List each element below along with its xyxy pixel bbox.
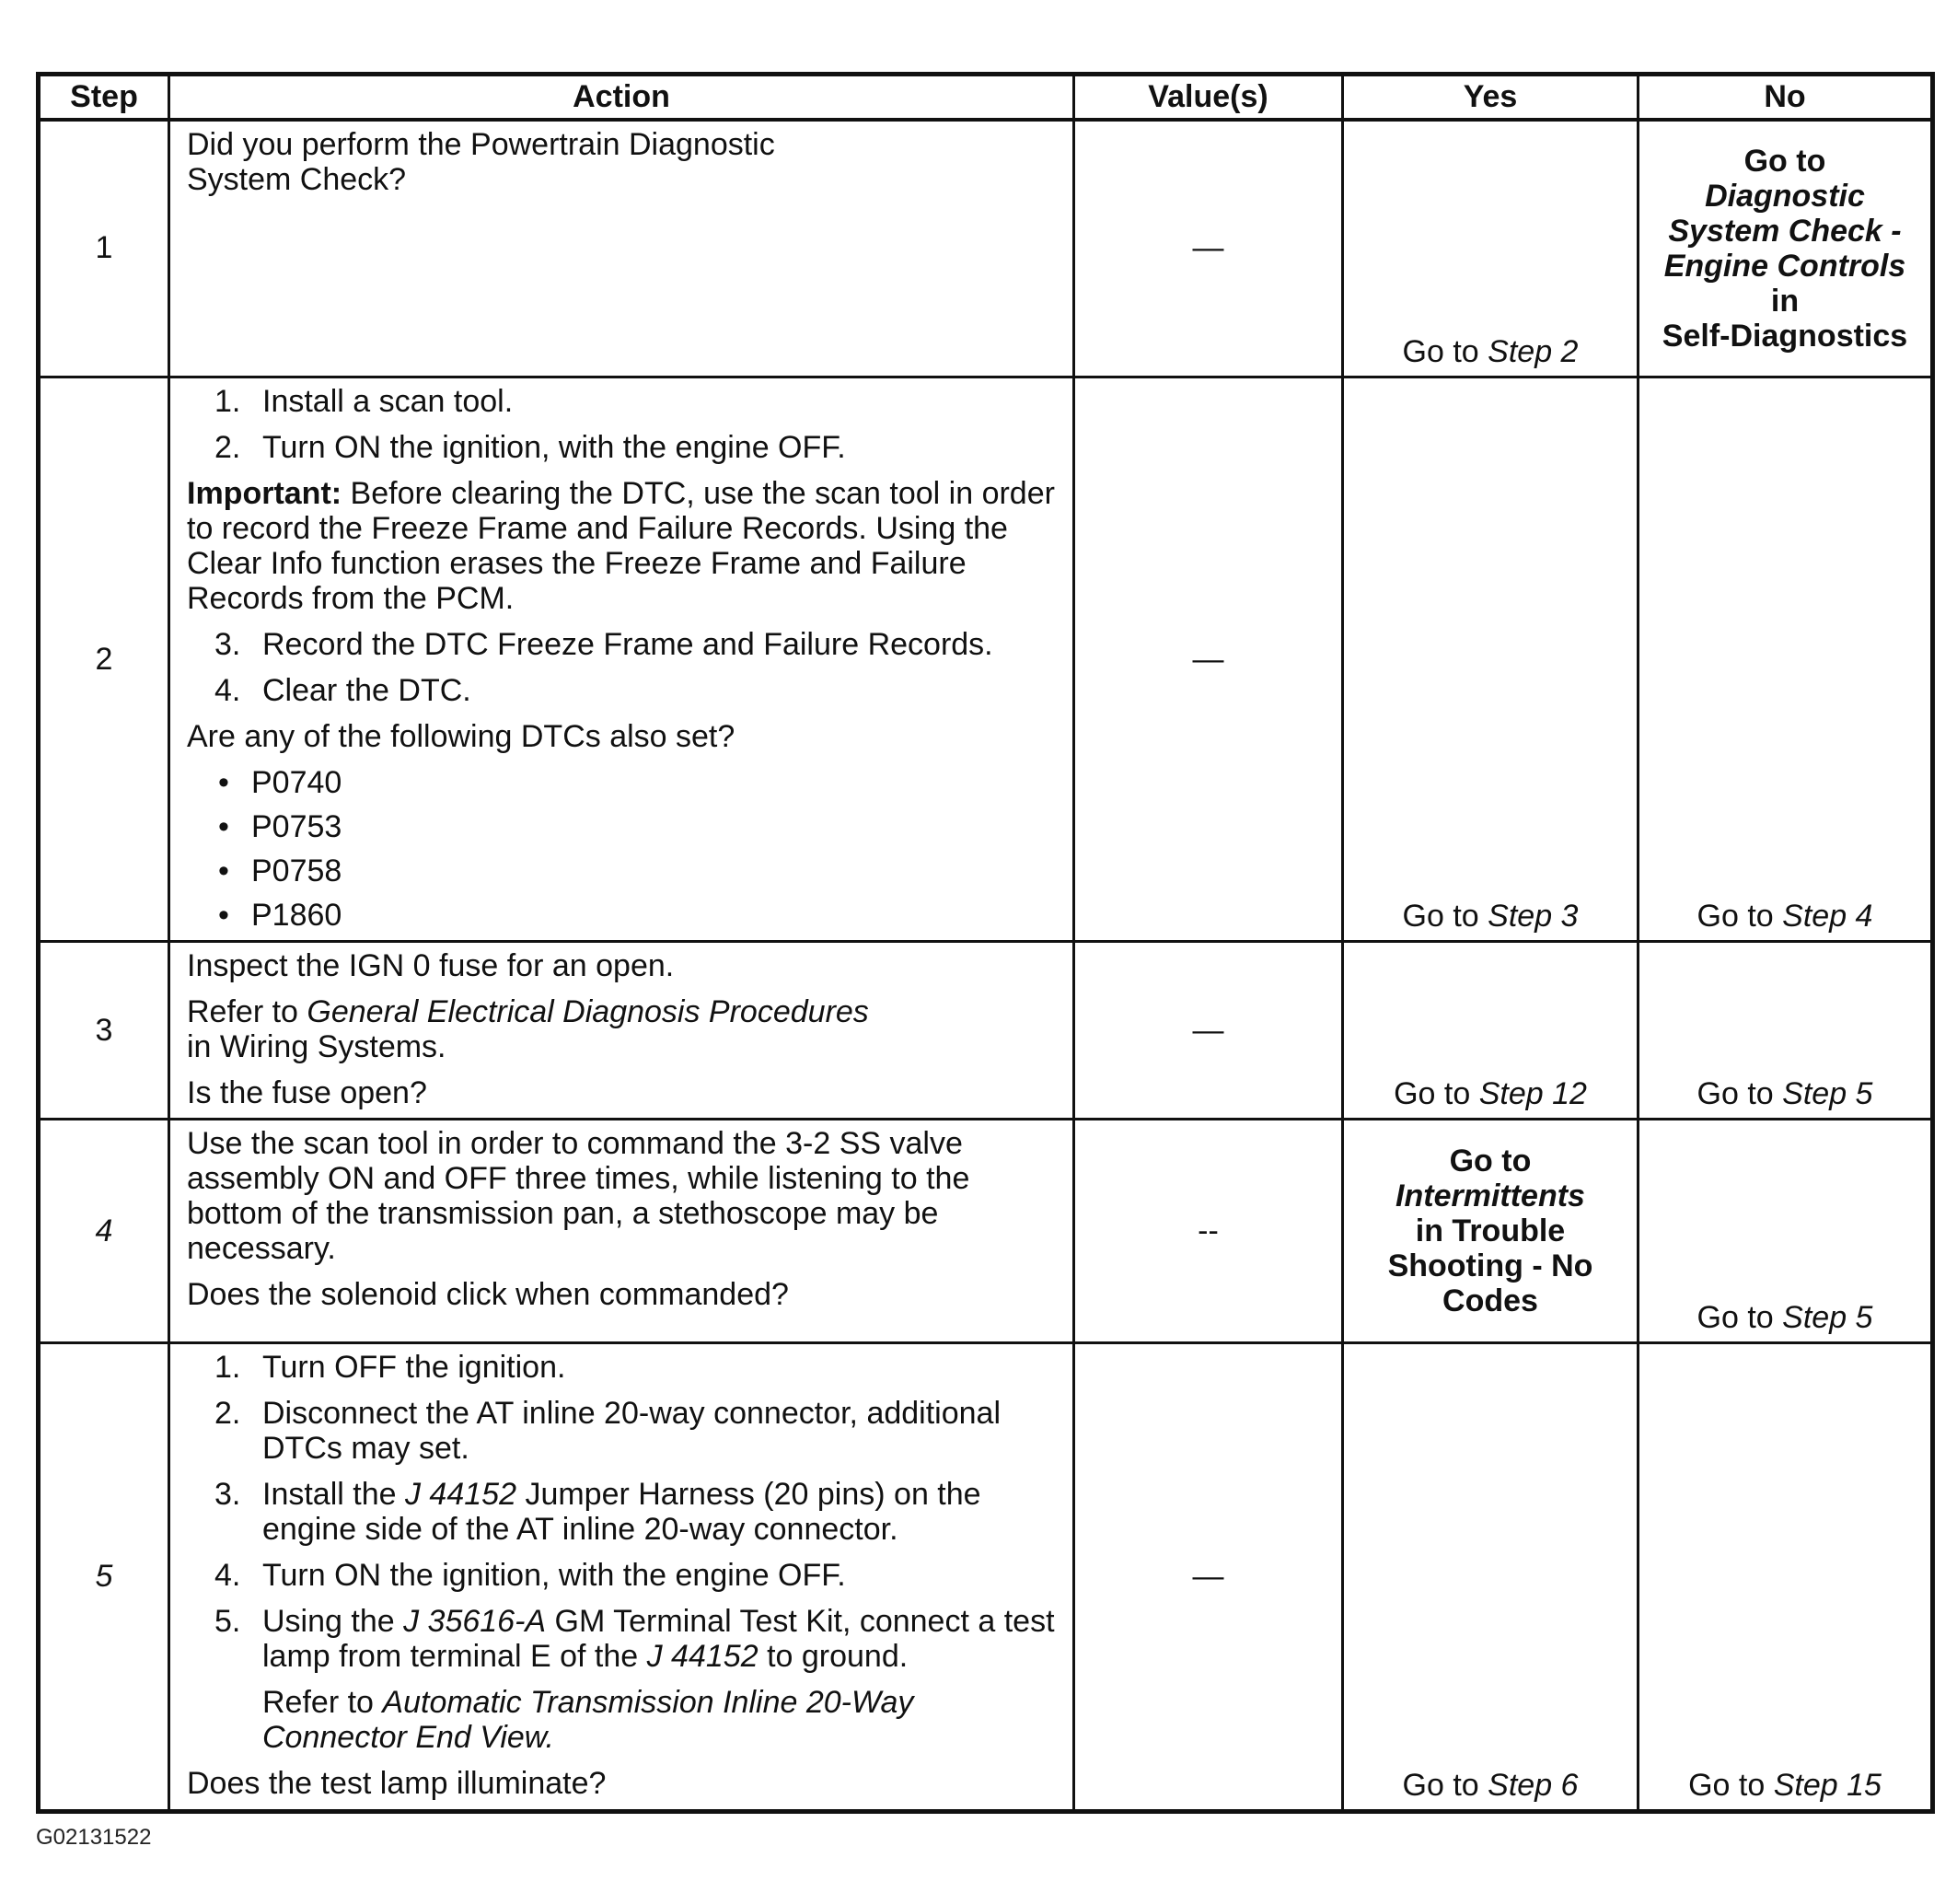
list-item: • P1860 bbox=[218, 898, 342, 933]
step-number: 1 bbox=[39, 120, 169, 377]
goto-link[interactable]: Go to Step 4 bbox=[1696, 899, 1873, 934]
goto-link[interactable]: Go to Step 5 bbox=[1696, 1300, 1873, 1335]
doc-link[interactable]: Automatic Transmission Inline 20-Way Connector End View. bbox=[262, 1685, 914, 1755]
yes-cell bbox=[1343, 1343, 1639, 1812]
goto-link[interactable]: Go to Step 3 bbox=[1402, 899, 1579, 934]
important-note: Important: Before clearing the DTC, use the scan tool in order to record the Freeze Frame and Failure Records. Using the Clear Info function erases the Freeze Frame and Failure Records from the PCM. bbox=[187, 476, 1055, 616]
header-step: Step bbox=[39, 75, 169, 120]
list-item: 4. Turn ON the ignition, with the engine OFF. bbox=[214, 1558, 846, 1593]
value-cell: — bbox=[1074, 377, 1343, 942]
value-cell: — bbox=[1074, 942, 1343, 1120]
table-row bbox=[39, 1343, 1933, 1812]
list-item: 1. Install a scan tool. bbox=[214, 384, 514, 419]
goto-link[interactable]: Go to Step 15 bbox=[1688, 1768, 1882, 1803]
list-item: 3. Install the J 44152 Jumper Harness (20 pins) on the engine side of the AT inline 20-way connector. bbox=[214, 1477, 981, 1547]
action-question: Is the fuse open? bbox=[187, 1075, 427, 1110]
step-number: 3 bbox=[39, 942, 169, 1120]
goto-link[interactable]: Go to Step 6 bbox=[1402, 1768, 1579, 1803]
goto-link[interactable]: Go to Step 12 bbox=[1394, 1076, 1587, 1111]
refer-text: Refer to Automatic Transmission Inline 20-Way Connector End View. bbox=[262, 1685, 914, 1755]
no-cell bbox=[1639, 1343, 1933, 1812]
yes-cell bbox=[1343, 120, 1639, 377]
refer-text: Refer to General Electrical Diagnosis Procedures in Wiring Systems. bbox=[187, 994, 869, 1064]
list-item: 1. Turn OFF the ignition. bbox=[214, 1350, 566, 1385]
value-cell: — bbox=[1074, 120, 1343, 377]
header-values: Value(s) bbox=[1074, 75, 1343, 120]
diagnostic-table bbox=[36, 72, 1935, 1814]
no-cell bbox=[1639, 942, 1933, 1120]
list-item: 5. Using the J 35616-A GM Terminal Test Kit, connect a test lamp from terminal E of the J 44152 to ground. Refer to Automatic Transmission Inline 20-Way Connector End View. bbox=[187, 1604, 1060, 1755]
step-list bbox=[187, 627, 1060, 708]
action-text: Use the scan tool in order to command the 3-2 SS valve assembly ON and OFF three times, while listening to the bottom of the transmission pan, a stethoscope may be necessary. bbox=[187, 1126, 970, 1266]
header-row bbox=[39, 75, 1933, 120]
step-number: 2 bbox=[39, 377, 169, 942]
action-text: Inspect the IGN 0 fuse for an open. bbox=[187, 948, 675, 983]
no-cell bbox=[1639, 120, 1933, 377]
goto-link[interactable]: Go to Step 5 bbox=[1696, 1076, 1873, 1111]
action-question: Does the test lamp illuminate? bbox=[187, 1766, 607, 1801]
list-item: • P0740 bbox=[218, 765, 342, 800]
action-cell bbox=[169, 120, 1074, 377]
figure-id: G02131522 bbox=[36, 1825, 152, 1850]
action-text: Did you perform the Powertrain Diagnostic System Check? bbox=[187, 126, 775, 197]
header-yes: Yes bbox=[1343, 75, 1639, 120]
value-cell: — bbox=[1074, 1343, 1343, 1812]
action-cell bbox=[169, 1120, 1074, 1343]
dtc-list bbox=[187, 765, 1060, 933]
list-item: 4. Clear the DTC. bbox=[214, 673, 471, 708]
goto-link[interactable]: Go to Step 2 bbox=[1402, 334, 1579, 369]
goto-link[interactable]: Go to Intermittents in Trouble Shooting - No Codes bbox=[1387, 1144, 1593, 1318]
action-cell bbox=[169, 377, 1074, 942]
table-row bbox=[39, 1120, 1933, 1343]
goto-link[interactable]: Go to Diagnostic System Check - Engine Controls in Self-Diagnostics bbox=[1662, 143, 1908, 354]
step-list bbox=[187, 384, 1060, 465]
list-item: • P0753 bbox=[218, 809, 342, 844]
step-number: 4 bbox=[39, 1120, 169, 1343]
table-row bbox=[39, 942, 1933, 1120]
header-no: No bbox=[1639, 75, 1933, 120]
step-number: 5 bbox=[39, 1343, 169, 1812]
list-item: 2. Disconnect the AT inline 20-way connector, additional DTCs may set. bbox=[214, 1396, 1002, 1466]
table-row bbox=[39, 120, 1933, 377]
yes-cell bbox=[1343, 942, 1639, 1120]
table-row bbox=[39, 377, 1933, 942]
step-list bbox=[187, 1350, 1060, 1755]
action-question: Does the solenoid click when commanded? bbox=[187, 1277, 789, 1312]
list-item: 3. Record the DTC Freeze Frame and Failure Records. bbox=[214, 627, 993, 662]
header-action: Action bbox=[169, 75, 1074, 120]
value-cell: -- bbox=[1074, 1120, 1343, 1343]
no-cell bbox=[1639, 377, 1933, 942]
action-cell bbox=[169, 942, 1074, 1120]
yes-cell bbox=[1343, 377, 1639, 942]
action-cell bbox=[169, 1343, 1074, 1812]
list-item: • P0758 bbox=[218, 853, 342, 888]
action-question: Are any of the following DTCs also set? bbox=[187, 719, 735, 754]
yes-cell bbox=[1343, 1120, 1639, 1343]
doc-link[interactable]: General Electrical Diagnosis Procedures bbox=[307, 994, 869, 1029]
list-item: 2. Turn ON the ignition, with the engine OFF. bbox=[214, 430, 846, 465]
no-cell bbox=[1639, 1120, 1933, 1343]
